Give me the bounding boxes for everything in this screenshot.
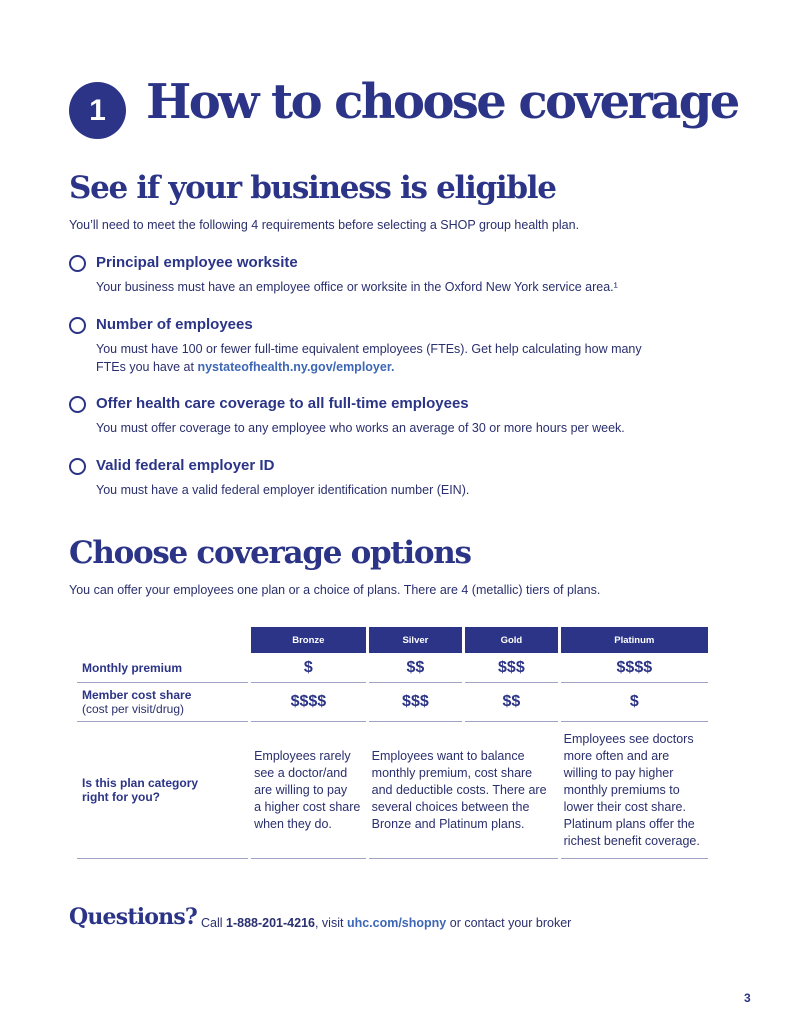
cost-share-bronze: $$$$ xyxy=(251,683,366,722)
questions-heading: Questions? xyxy=(69,904,198,930)
tier-header-bronze: Bronze xyxy=(251,627,366,653)
requirement-description: You must have a valid federal employer identification number (EIN). xyxy=(96,483,470,497)
cost-share-silver: $$$ xyxy=(369,683,462,722)
premium-silver: $$ xyxy=(369,653,462,683)
premium-platinum: $$$$ xyxy=(561,653,708,683)
fit-description-bronze: Employees rarely see a doctor/and are willing to pay a higher cost share when they do. xyxy=(251,722,366,859)
checkbox-circle-icon[interactable] xyxy=(69,396,86,413)
page-number: 3 xyxy=(744,991,751,1005)
table-row-right-for-you xyxy=(77,722,708,859)
table-row-member-cost-share xyxy=(77,683,708,722)
shopny-link[interactable]: uhc.com/shopny xyxy=(346,916,447,930)
contact-line: Call 1-888-201-4216, visit uhc.com/shopny or contact your broker xyxy=(201,916,572,930)
tier-header-silver: Silver xyxy=(369,627,462,653)
checkbox-circle-icon[interactable] xyxy=(69,458,86,475)
page-title: How to choose coverage xyxy=(146,74,738,130)
phone-link[interactable]: 1-888-201-4216 xyxy=(226,916,315,930)
plan-tiers-table xyxy=(74,627,711,859)
row-label: Is this plan category right for you? xyxy=(77,722,248,859)
cost-share-gold: $$ xyxy=(465,683,558,722)
requirement-title: Principal employee worksite xyxy=(96,254,298,271)
employer-link[interactable]: nystateofhealth.ny.gov/employer. xyxy=(197,360,395,374)
requirement-title: Offer health care coverage to all full-time employees xyxy=(96,395,469,412)
checkbox-circle-icon[interactable] xyxy=(69,317,86,334)
requirement-description-text: You must have 100 or fewer full-time equivalent employees (FTEs). Get help calculating how many FTEs you have at xyxy=(96,342,642,374)
fit-description-silver-gold: Employees want to balance monthly premium, cost share and deductible costs. There are several choices between the Bronze and Platinum plans. xyxy=(369,722,558,859)
eligibility-heading: See if your business is eligible xyxy=(69,170,556,206)
coverage-heading: Choose coverage options xyxy=(69,535,471,571)
requirement-title: Valid federal employer ID xyxy=(96,457,275,474)
requirement-description: You must offer coverage to any employee who works an average of 30 or more hours per week. xyxy=(96,421,625,435)
table-row-monthly-premium xyxy=(77,653,708,683)
tier-header-gold: Gold xyxy=(465,627,558,653)
table-header-blank xyxy=(77,627,248,653)
eligibility-intro: You’ll need to meet the following 4 requirements before selecting a SHOP group health plan. xyxy=(69,218,580,232)
row-label: Monthly premium xyxy=(77,653,248,683)
fit-description-platinum: Employees see doctors more often and are willing to pay higher monthly premiums to lower their cost share. Platinum plans offer the richest benefit coverage. xyxy=(561,722,708,859)
requirement-description xyxy=(96,340,656,376)
step-number-badge: 1 xyxy=(69,82,126,139)
row-label: Member cost share (cost per visit/drug) xyxy=(77,683,248,722)
tier-header-platinum: Platinum xyxy=(561,627,708,653)
checkbox-circle-icon[interactable] xyxy=(69,255,86,272)
requirement-description: Your business must have an employee office or worksite in the Oxford New York service area.¹ xyxy=(96,280,618,294)
premium-gold: $$$ xyxy=(465,653,558,683)
row-sublabel: (cost per visit/drug) xyxy=(82,702,185,716)
premium-bronze: $ xyxy=(251,653,366,683)
requirement-title: Number of employees xyxy=(96,316,253,333)
cost-share-platinum: $ xyxy=(561,683,708,722)
coverage-intro: You can offer your employees one plan or a choice of plans. There are 4 (metallic) tiers of plans. xyxy=(69,583,601,597)
